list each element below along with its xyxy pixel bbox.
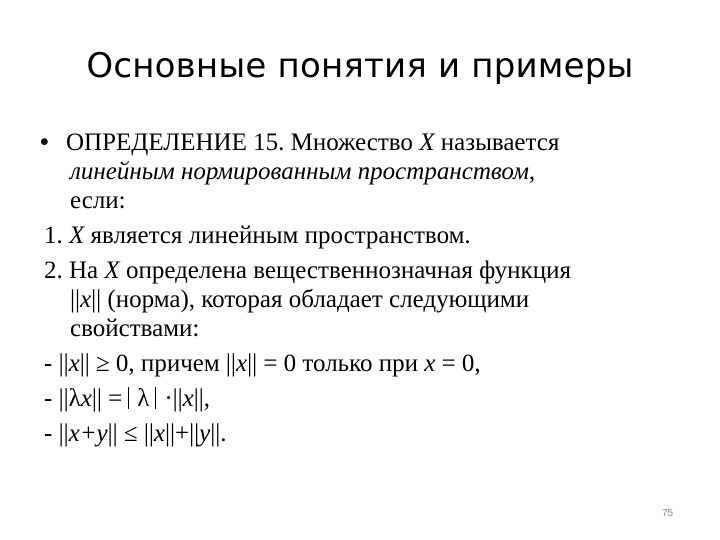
list-item-2-line-3 xyxy=(44,314,694,343)
page-number: 75 xyxy=(662,508,674,519)
definition-line-3 xyxy=(44,186,694,215)
definition-condition: если: xyxy=(70,187,126,214)
var-x-plus-y: x+y xyxy=(68,420,108,447)
formula-text: = 0, xyxy=(441,350,481,377)
var-x: x xyxy=(235,350,248,377)
formula-text: ||, xyxy=(193,385,211,412)
dash: - xyxy=(44,350,53,377)
set-symbol: X xyxy=(104,257,120,284)
norm-bars: || xyxy=(70,286,81,313)
formula-text: ·|| xyxy=(164,385,183,412)
formula-text: ||+|| xyxy=(165,420,200,447)
var-x: x xyxy=(68,350,80,377)
item-text: является линейным пространством. xyxy=(90,222,471,249)
item-number: 2. На xyxy=(44,257,99,284)
definition-term-tail: , xyxy=(528,158,536,185)
norm-bars: || xyxy=(58,420,69,447)
item-text: свойствами: xyxy=(70,315,200,342)
formula-text: || ≥ 0, причем || xyxy=(79,350,236,377)
definition-lead-tail: называется xyxy=(440,129,560,156)
property-2 xyxy=(44,384,694,413)
list-item-1 xyxy=(44,221,694,250)
item-text: || (норма), которая обладает следующими xyxy=(91,286,530,313)
dash: - xyxy=(44,385,53,412)
property-3 xyxy=(44,419,694,448)
formula-text: || = xyxy=(91,385,123,412)
property-1 xyxy=(44,349,694,378)
lambda-symbol: λ xyxy=(68,385,81,412)
definition-term: линейным нормированным пространством xyxy=(70,158,529,185)
abs-bar-right xyxy=(155,387,158,409)
formula-text: || = 0 только при xyxy=(247,350,418,377)
item-number: 1. xyxy=(44,222,63,249)
item-text: определена вещественнозначная функция xyxy=(125,257,571,284)
var-x: x xyxy=(80,286,92,313)
slide-title: Основные понятия и примеры xyxy=(86,46,634,86)
formula-text: ||. xyxy=(210,420,227,447)
abs-bar-left xyxy=(128,387,131,409)
set-symbol: X xyxy=(419,129,435,156)
var-x: x xyxy=(182,385,194,412)
definition-line-1 xyxy=(40,128,694,157)
list-item-2-line-2 xyxy=(44,285,694,314)
lambda-symbol: λ xyxy=(137,385,150,412)
definition-lead: ОПРЕДЕЛЕНИЕ 15. Множество xyxy=(66,129,413,156)
var-y: y xyxy=(199,420,211,447)
var-x: x xyxy=(80,385,92,412)
set-symbol: X xyxy=(69,222,85,249)
norm-bars: || xyxy=(58,385,69,412)
var-x: x xyxy=(424,350,436,377)
var-x: x xyxy=(153,420,166,447)
norm-bars: || xyxy=(58,350,69,377)
definition-line-2 xyxy=(44,157,694,186)
list-item-2 xyxy=(44,256,694,285)
slide-body xyxy=(40,128,694,448)
dash: - xyxy=(44,420,53,447)
bullet: • xyxy=(40,128,49,156)
formula-text: || ≤ || xyxy=(107,420,154,447)
